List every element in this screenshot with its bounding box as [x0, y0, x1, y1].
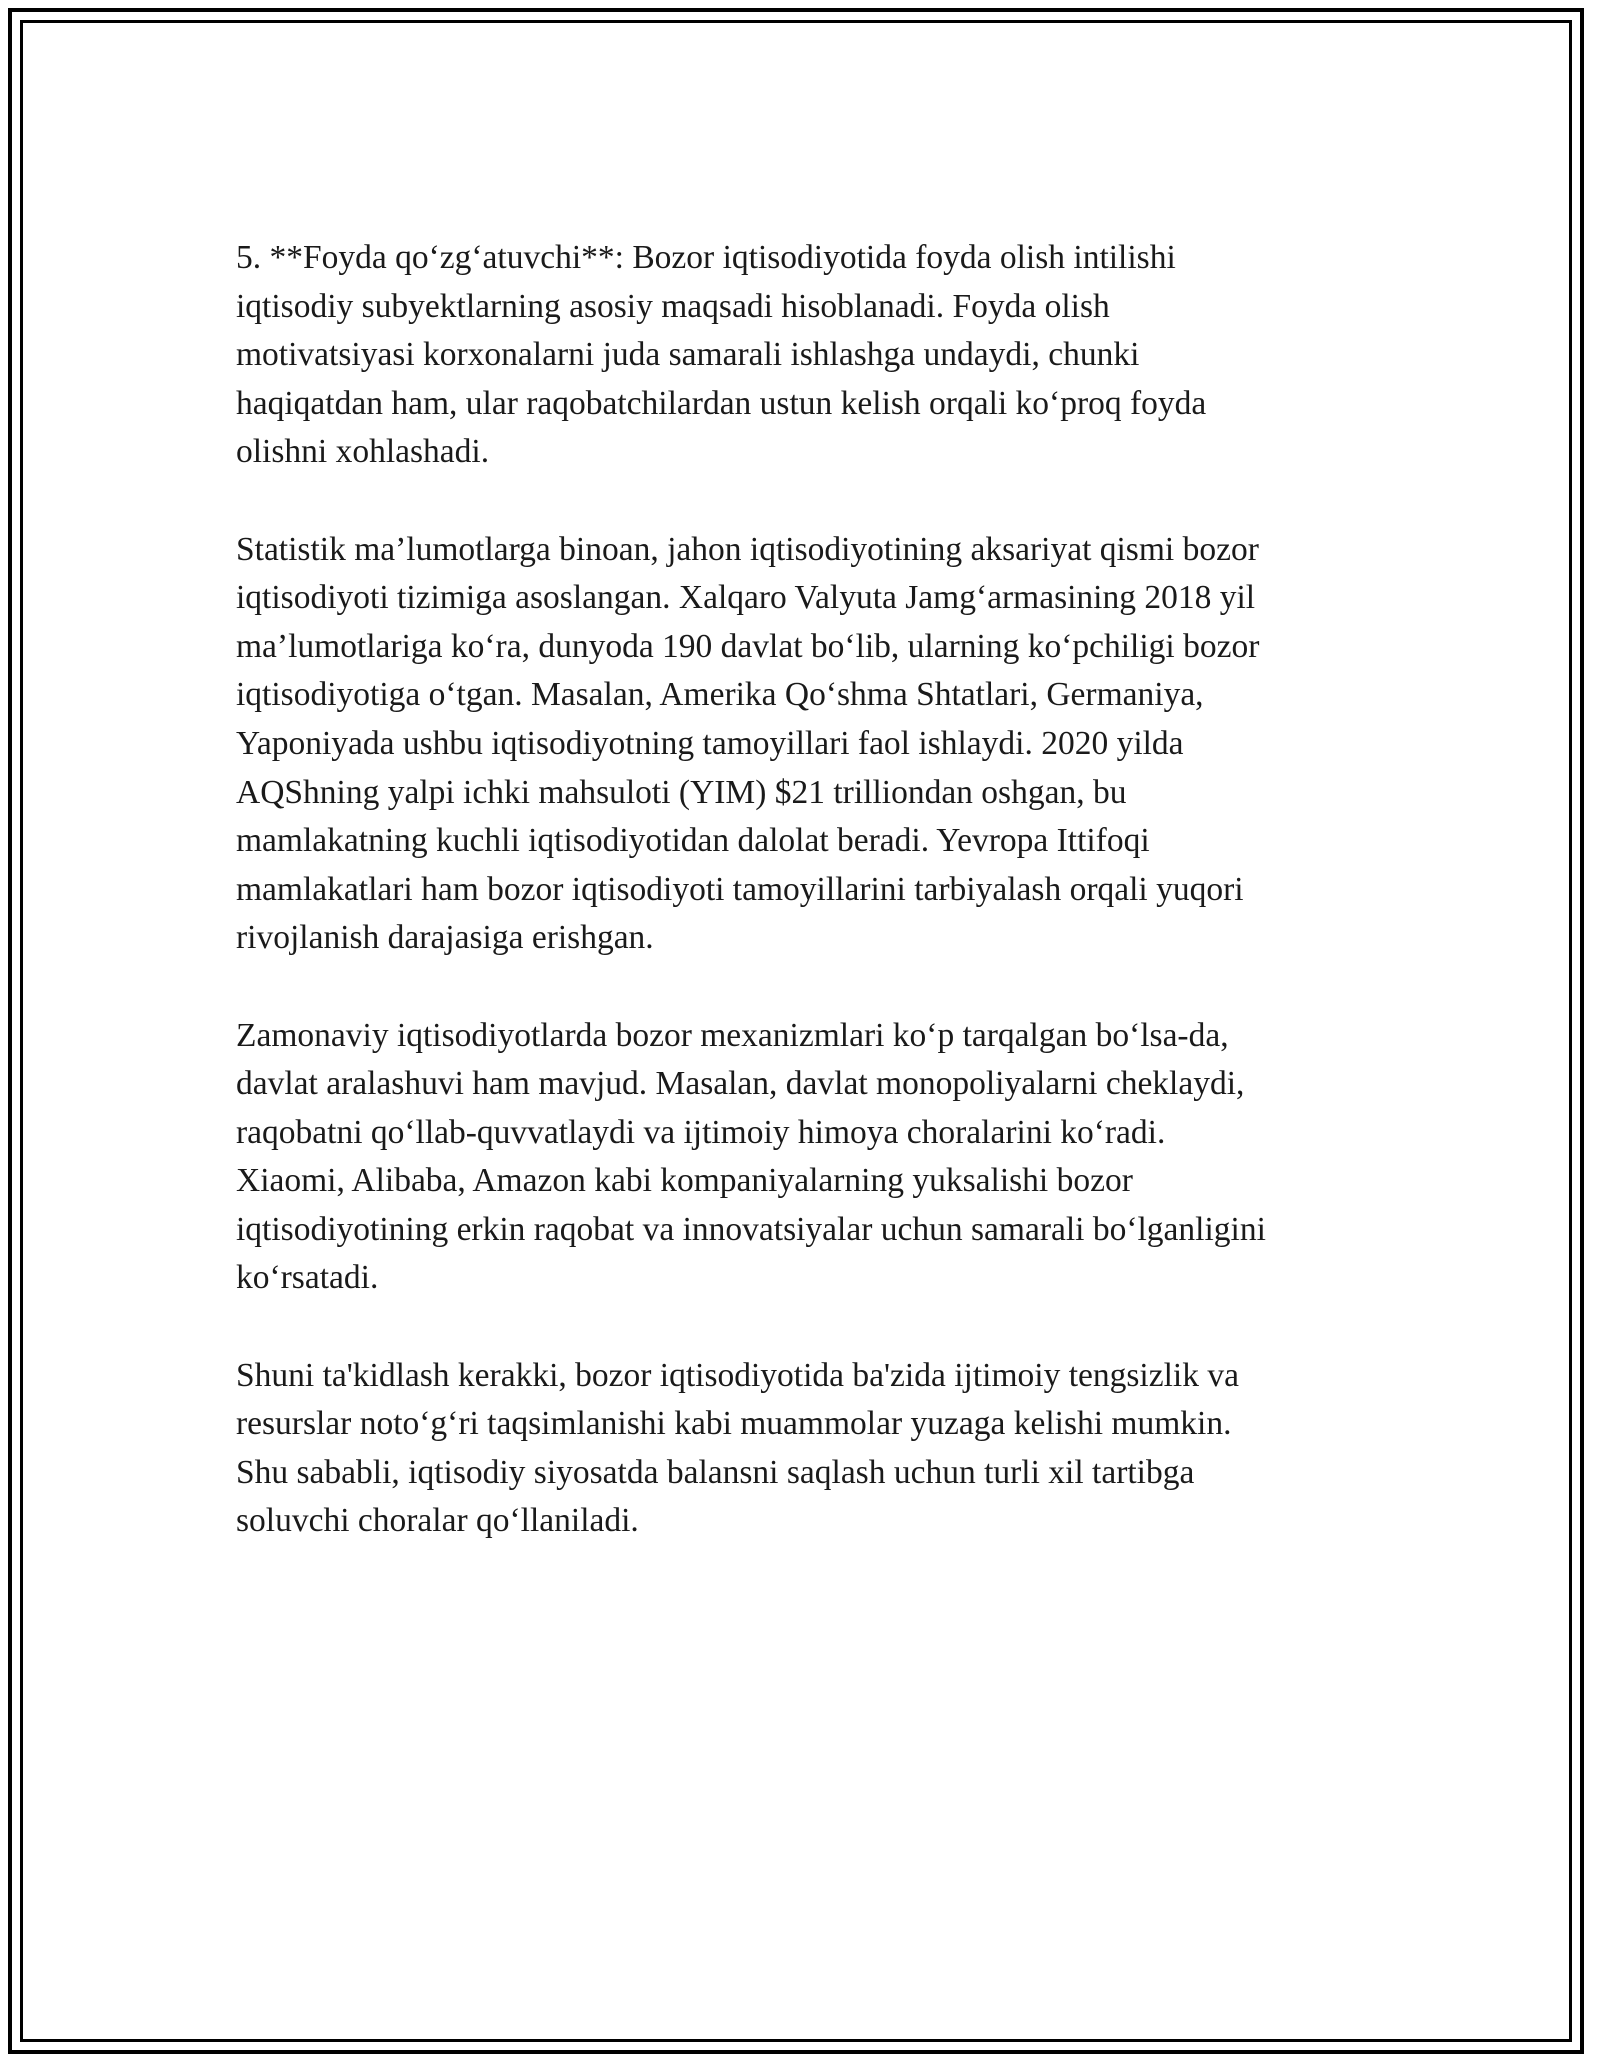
text-line: motivatsiyasi korxonalarni juda samarali ishlashga undaydi, chunki — [236, 336, 1140, 374]
text-line: Yaponiyada ushbu iqtisodiyotning tamoyillari faol ishlaydi. 2020 yilda — [236, 724, 1184, 762]
paragraph-1 — [236, 234, 1376, 477]
text-line: mamlakatning kuchli iqtisodiyotidan dalolat beradi. Yevropa Ittifoqi — [236, 822, 1150, 860]
text-line: Xiaomi, Alibaba, Amazon kabi kompaniyalarning yuksalishi bozor — [236, 1162, 1133, 1200]
document-body — [236, 234, 1376, 1546]
text-line: rivojlanish darajasiga erishgan. — [236, 919, 654, 957]
text-line: Shuni ta'kidlash kerakki, bozor iqtisodiyotida ba'zida ijtimoiy tengsizlik va — [236, 1356, 1239, 1394]
text-line: haqiqatdan ham, ular raqobatchilardan ustun kelish orqali ko‘proq foyda — [236, 384, 1207, 422]
paragraph-3 — [236, 1012, 1376, 1304]
text-line: iqtisodiy subyektlarning asosiy maqsadi hisoblanadi. Foyda olish — [236, 287, 1110, 325]
text-line: iqtisodiyotining erkin raqobat va innovatsiyalar uchun samarali bo‘lganligini — [236, 1210, 1266, 1248]
text-line: Statistik ma’lumotlarga binoan, jahon iqtisodiyotining aksariyat qismi bozor — [236, 530, 1259, 568]
paragraph-2 — [236, 526, 1376, 963]
text-line: ma’lumotlariga ko‘ra, dunyoda 190 davlat bo‘lib, ularning ko‘pchiligi bozor — [236, 627, 1260, 665]
text-line: Zamonaviy iqtisodiyotlarda bozor mexanizmlari ko‘p tarqalgan bo‘lsa-da, — [236, 1016, 1229, 1054]
paragraph-spacer — [236, 1303, 1376, 1352]
text-line: AQShning yalpi ichki mahsuloti (YIM) $21 trilliondan oshgan, bu — [236, 773, 1127, 811]
text-line: ko‘rsatadi. — [236, 1259, 379, 1297]
text-line: resurslar noto‘g‘ri taqsimlanishi kabi muammolar yuzaga kelishi mumkin. — [236, 1405, 1232, 1443]
text-line: mamlakatlari ham bozor iqtisodiyoti tamoyillarini tarbiyalash orqali yuqori — [236, 870, 1244, 908]
paragraph-spacer — [236, 477, 1376, 526]
text-line: iqtisodiyotiga o‘tgan. Masalan, Amerika Qo‘shma Shtatlari, Germaniya, — [236, 676, 1204, 714]
text-line: soluvchi choralar qo‘llaniladi. — [236, 1502, 639, 1540]
text-line: Shu sababli, iqtisodiy siyosatda balansni saqlash uchun turli xil tartibga — [236, 1453, 1195, 1491]
text-line: davlat aralashuvi ham mavjud. Masalan, davlat monopoliyalarni cheklaydi, — [236, 1065, 1245, 1103]
text-line: 5. **Foyda qo‘zg‘atuvchi**: Bozor iqtisodiyotida foyda olish intilishi — [236, 239, 1176, 276]
text-line: raqobatni qo‘llab-quvvatlaydi va ijtimoiy himoya choralarini ko‘radi. — [236, 1113, 1166, 1151]
text-line: iqtisodiyoti tizimiga asoslangan. Xalqaro Valyuta Jamg‘armasining 2018 yil — [236, 579, 1256, 617]
paragraph-spacer — [236, 963, 1376, 1012]
paragraph-4 — [236, 1352, 1376, 1546]
text-line: olishni xohlashadi. — [236, 433, 490, 471]
